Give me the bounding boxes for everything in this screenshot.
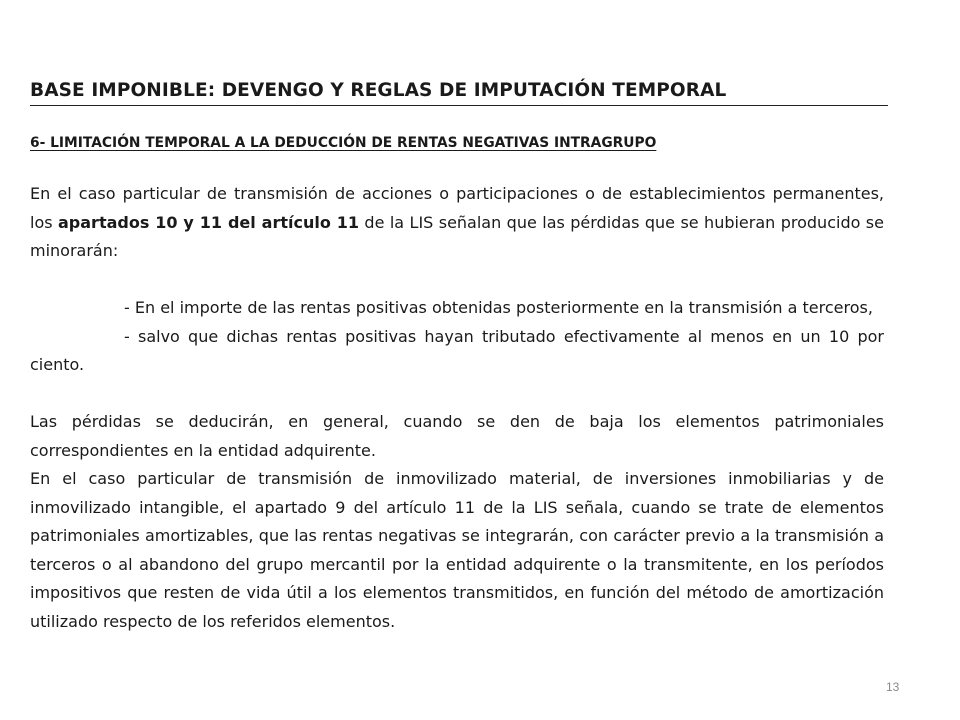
paragraph-spacer (30, 380, 884, 409)
paragraph-spacer (30, 266, 884, 295)
paragraph-intro-bold-reference: apartados 10 y 11 del artículo 11 (58, 212, 359, 232)
paragraph-deduction: Las pérdidas se deducirán, en general, cuando se den de baja los elementos patrimoniales correspondientes en la entidad adquirente. (30, 412, 884, 460)
section-subtitle: 6- LIMITACIÓN TEMPORAL A LA DEDUCCIÓN DE RENTAS NEGATIVAS INTRAGRUPO (30, 135, 657, 151)
bullet-item-1: - En el importe de las rentas positivas obtenidas posteriormente en la transmisión a terceros, (124, 298, 873, 317)
bullet-item-2: - salvo que dichas rentas positivas hayan tributado efectivamente al menos en un 10 por ciento. (30, 326, 884, 374)
paragraph-intro (30, 180, 884, 266)
slide-title: BASE IMPONIBLE: DEVENGO Y REGLAS DE IMPUTACIÓN TEMPORAL (30, 80, 727, 101)
body-text (30, 180, 884, 636)
page-number: 13 (886, 680, 900, 694)
paragraph-intro-end: de la LIS señalan que las pérdidas que se hubieran producido se minorarán: (30, 212, 884, 260)
paragraph-fixed-assets: En el caso particular de transmisión de inmovilizado material, de inversiones inmobiliarias y de inmovilizado intangible, el apartado 9 del artículo 11 de la LIS señala, cuando se trate de elementos patrimoniales amortizables, que las rentas negativas se integrarán, con carácter previo a la transmisión a terceros o al abandono del grupo mercantil por la entidad adquirente o la transmitente, en los períodos impositivos que resten de vida útil a los elementos transmitidos, en función del método de amortización utilizado respecto de los referidos elementos. (30, 469, 884, 631)
paragraph-intro-start: En el caso particular de transmisión de acciones o participaciones o de establecimientos permanentes, los (30, 184, 884, 232)
title-underline-divider (30, 105, 888, 106)
